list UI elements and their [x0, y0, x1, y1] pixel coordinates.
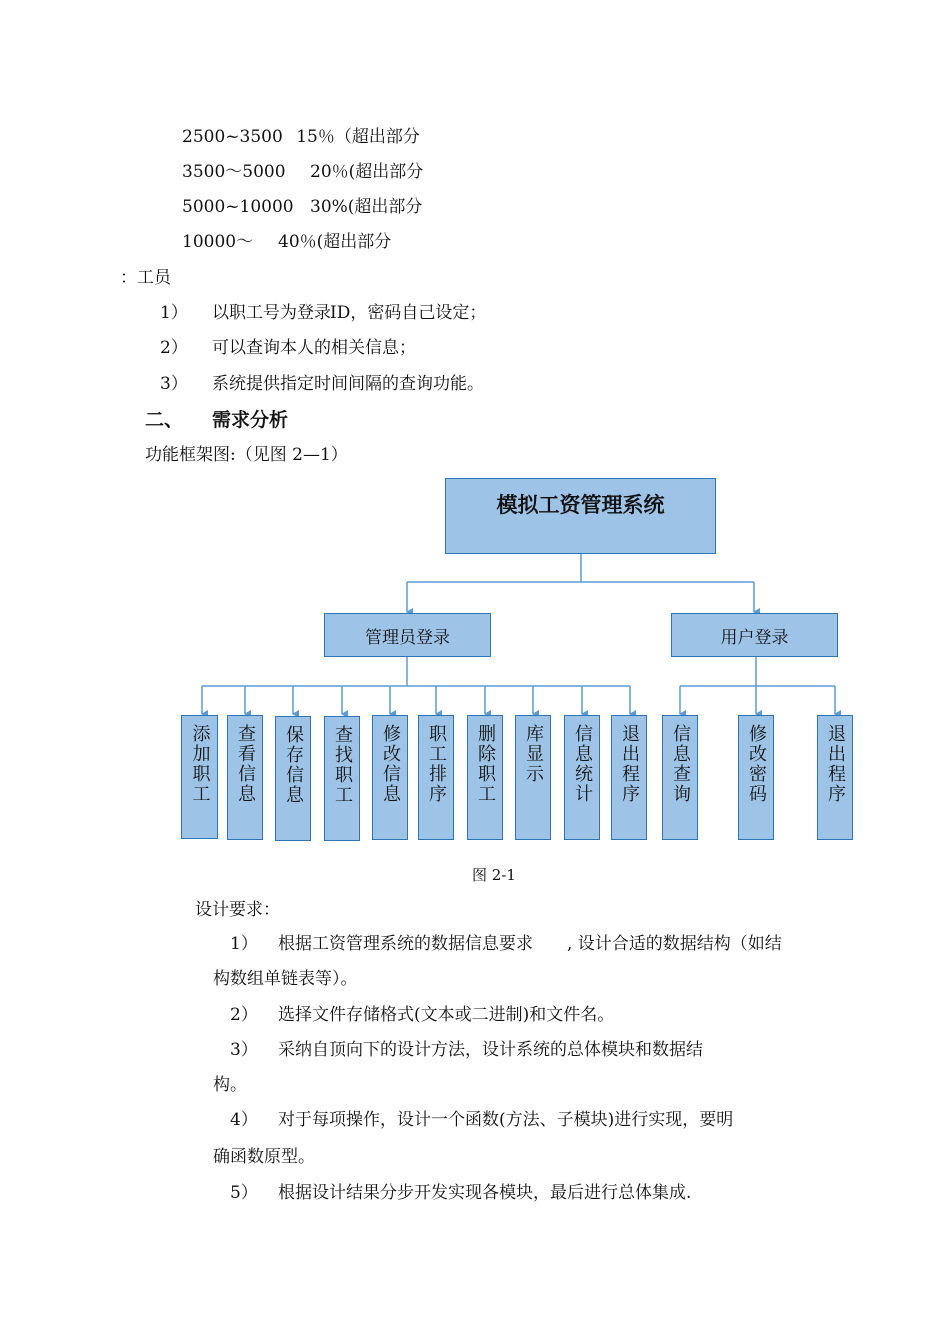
item-number: 3）: [230, 1040, 258, 1060]
tax-rate: 15％（超出部分: [296, 127, 420, 147]
item-text-continued: ID，密码自己设定；: [330, 303, 487, 323]
leaf-db-display: 库显示: [515, 715, 551, 840]
item-text: 对于每项操作，设计一个函数(方法、子模块)进行实现，要明: [278, 1110, 734, 1130]
leaf-modify-info: 修改信息: [372, 715, 408, 840]
design-item: [230, 1182, 692, 1204]
leaf-save-info: 保存信息: [275, 716, 311, 841]
item-number: 1）: [160, 303, 188, 323]
figure-caption: 图 2-1: [472, 866, 516, 884]
user-label: 用户登录: [720, 627, 789, 648]
leaf-exit-user: 退出程序: [817, 715, 853, 840]
item-text: 根据工资管理系统的数据信息要求 , 设计合适的数据结构（如结: [278, 934, 782, 954]
design-item-continued: 构。: [213, 1075, 247, 1095]
tax-range: 5000~10000: [182, 197, 294, 217]
tax-range: 2500~3500: [182, 127, 283, 147]
root-label: 模拟工资管理系统: [496, 493, 665, 517]
item-text: 系统提供指定时间间隔的查询功能。: [212, 374, 484, 394]
admin-label: 管理员登录: [365, 627, 450, 648]
item-text: 可以查询本人的相关信息；: [212, 338, 416, 358]
design-item: [230, 1004, 615, 1026]
item-text: 选择文件存储格式(文本或二进制)和文件名。: [278, 1005, 615, 1025]
leaf-query-info: 信息查询: [662, 715, 698, 840]
leaf-find-employee: 查找职工: [324, 716, 360, 841]
design-item: [230, 1039, 703, 1061]
item-number: 1）: [230, 934, 258, 954]
design-item-continued: 确函数原型。: [213, 1147, 315, 1167]
design-title: 设计要求：: [195, 900, 280, 920]
tax-rate: 40％(超出部分: [278, 232, 392, 252]
leaf-view-info: 查看信息: [227, 715, 263, 840]
section-number: 二、: [145, 409, 184, 431]
framework-caption: 功能框架图:（见图 2—1）: [145, 445, 348, 465]
item-number: 3）: [160, 374, 188, 394]
leaf-sort-employee: 职工排序: [418, 715, 454, 840]
employee-label: ：工员: [120, 268, 171, 288]
diagram-root: [445, 478, 716, 554]
section-title: 需求分析: [212, 409, 289, 431]
item-number: 2）: [160, 338, 188, 358]
diagram-admin: [324, 613, 491, 657]
leaf-statistics: 信息统计: [564, 715, 600, 840]
design-item: [230, 933, 782, 955]
leaf-exit-admin: 退出程序: [611, 715, 647, 840]
item-number: 2）: [230, 1005, 258, 1025]
item-text: 以职工号为登录: [212, 303, 331, 323]
leaf-add-employee: 添加职工: [181, 715, 218, 839]
leaf-delete-employee: 删除职工: [467, 715, 503, 840]
item-text: 根据设计结果分步开发实现各模块，最后进行总体集成.: [278, 1183, 692, 1203]
tax-rate: 20％(超出部分: [310, 162, 424, 182]
item-number: 4）: [230, 1110, 258, 1130]
item-text: 采纳自顶向下的设计方法，设计系统的总体模块和数据结: [278, 1040, 703, 1060]
item-number: 5）: [230, 1183, 258, 1203]
leaf-change-password: 修改密码: [738, 715, 774, 840]
diagram-user: [671, 613, 838, 657]
tax-rate: 30%(超出部分: [310, 197, 423, 217]
design-item-continued: 构数组单链表等）。: [213, 969, 358, 989]
design-item: [230, 1109, 734, 1131]
tax-range: 3500～5000: [182, 162, 286, 182]
tax-range: 10000～: [182, 232, 254, 252]
